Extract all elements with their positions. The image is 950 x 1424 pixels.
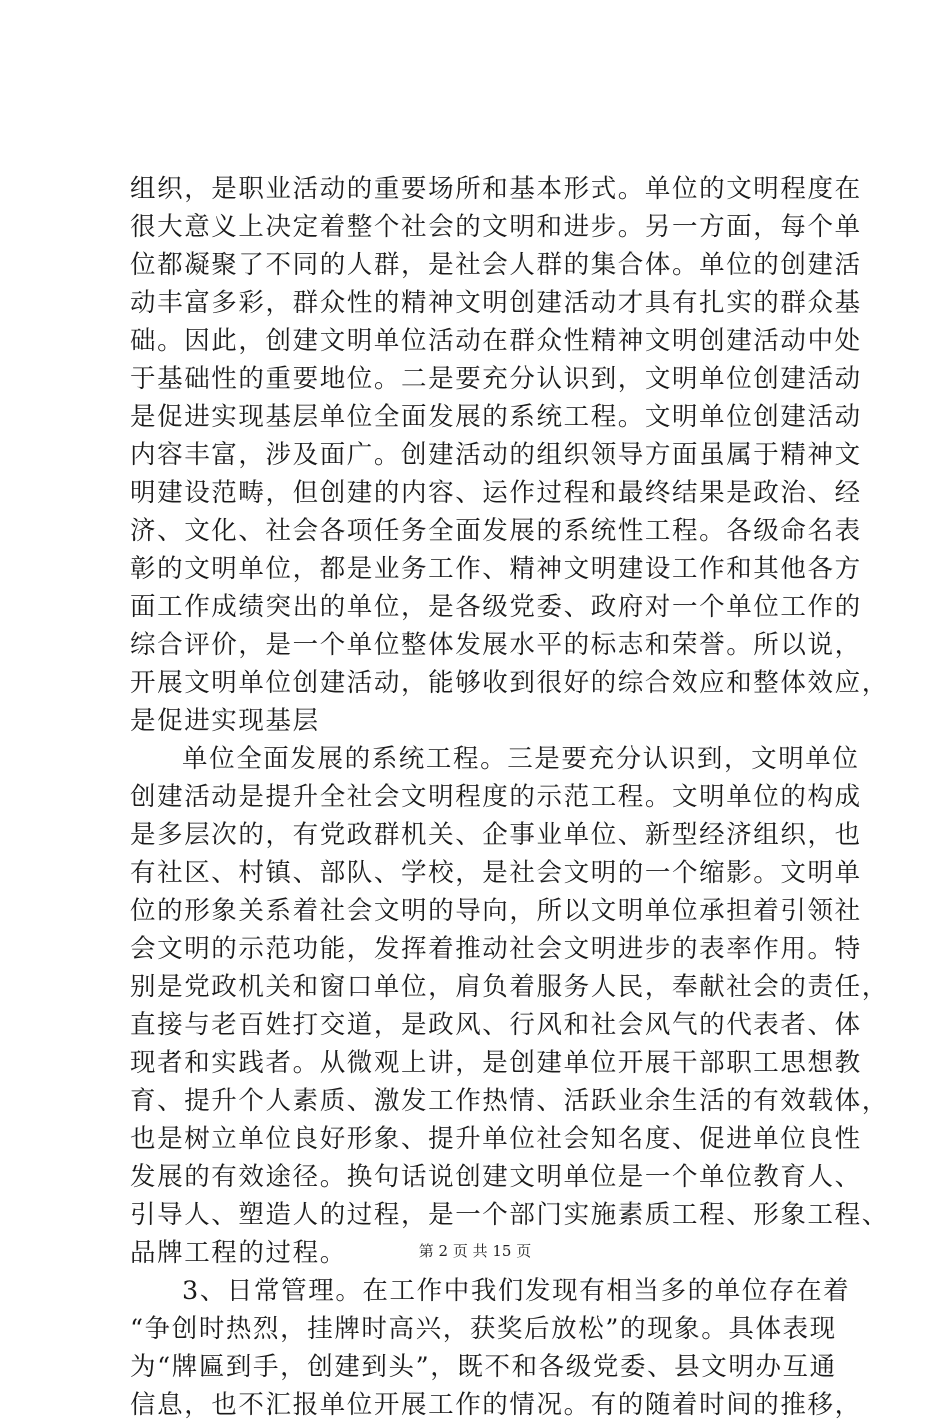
text-line: 品牌工程的过程。 [130, 1238, 347, 1268]
text-line: 内容丰富，涉及面广。创建活动的组织领导方面虽属于精神文 [130, 440, 862, 470]
text-line: 于基础性的重要地位。二是要充分认识到，文明单位创建活动 [130, 364, 862, 394]
text-line: 有社区、村镇、部队、学校，是社会文明的一个缩影。文明单 [130, 858, 862, 888]
text-line: 为“牌匾到手，创建到头”，既不和各级党委、县文明办互通 [130, 1352, 837, 1382]
text-line: 是促进实现基层单位全面发展的系统工程。文明单位创建活动 [130, 402, 862, 432]
text-line: 育、提升个人素质、激发工作热情、活跃业余生活的有效载体， [130, 1086, 889, 1116]
text-line: 也是树立单位良好形象、提升单位社会知名度、促进单位良性 [130, 1124, 862, 1154]
text-line: 是促进实现基层 [130, 706, 320, 736]
text-line: 组织，是职业活动的重要场所和基本形式。单位的文明程度在 [130, 174, 862, 204]
text-line: 现者和实践者。从微观上讲，是创建单位开展干部职工思想教 [130, 1048, 862, 1078]
paragraph-first-line: 单位全面发展的系统工程。三是要充分认识到，文明单位 [182, 744, 860, 774]
text-line: 彰的文明单位，都是业务工作、精神文明建设工作和其他各方 [130, 554, 862, 584]
text-line: 济、文化、社会各项任务全面发展的系统性工程。各级命名表 [130, 516, 862, 546]
text-line: 很大意义上决定着整个社会的文明和进步。另一方面，每个单 [130, 212, 862, 242]
text-line: 动丰富多彩，群众性的精神文明创建活动才具有扎实的群众基 [130, 288, 862, 318]
text-line: 创建活动是提升全社会文明程度的示范工程。文明单位的构成 [130, 782, 862, 812]
text-line: 础。因此，创建文明单位活动在群众性精神文明创建活动中处 [130, 326, 862, 356]
text-line: 面工作成绩突出的单位，是各级党委、政府对一个单位工作的 [130, 592, 862, 622]
text-line: 明建设范畴，但创建的内容、运作过程和最终结果是政治、经 [130, 478, 862, 508]
text-line: 直接与老百姓打交道，是政风、行风和社会风气的代表者、体 [130, 1010, 862, 1040]
body-text [130, 170, 889, 1424]
text-line: 位的形象关系着社会文明的导向，所以文明单位承担着引领社 [130, 896, 862, 926]
text-line: 开展文明单位创建活动，能够收到很好的综合效应和整体效应， [130, 668, 889, 698]
text-line: 信息，也不汇报单位开展工作的情况。有的随着时间的推移， [130, 1390, 862, 1420]
text-line: 发展的有效途径。换句话说创建文明单位是一个单位教育人、 [130, 1162, 862, 1192]
text-line: 会文明的示范功能，发挥着推动社会文明进步的表率作用。特 [130, 934, 862, 964]
paragraph-first-line: 3、日常管理。在工作中我们发现有相当多的单位存在着 [182, 1276, 851, 1306]
text-line: 是多层次的，有党政群机关、企事业单位、新型经济组织，也 [130, 820, 862, 850]
text-line: 引导人、塑造人的过程，是一个部门实施素质工程、形象工程、 [130, 1200, 889, 1230]
page-number-footer: 第 2 页 共 15 页 [418, 1242, 532, 1260]
text-line: 位都凝聚了不同的人群，是社会人群的集合体。单位的创建活 [130, 250, 862, 280]
text-line: 别是党政机关和窗口单位，肩负着服务人民，奉献社会的责任， [130, 972, 889, 1002]
text-line: “争创时热烈，挂牌时高兴，获奖后放松”的现象。具体表现 [130, 1314, 837, 1344]
text-line: 综合评价，是一个单位整体发展水平的标志和荣誉。所以说， [130, 630, 862, 660]
